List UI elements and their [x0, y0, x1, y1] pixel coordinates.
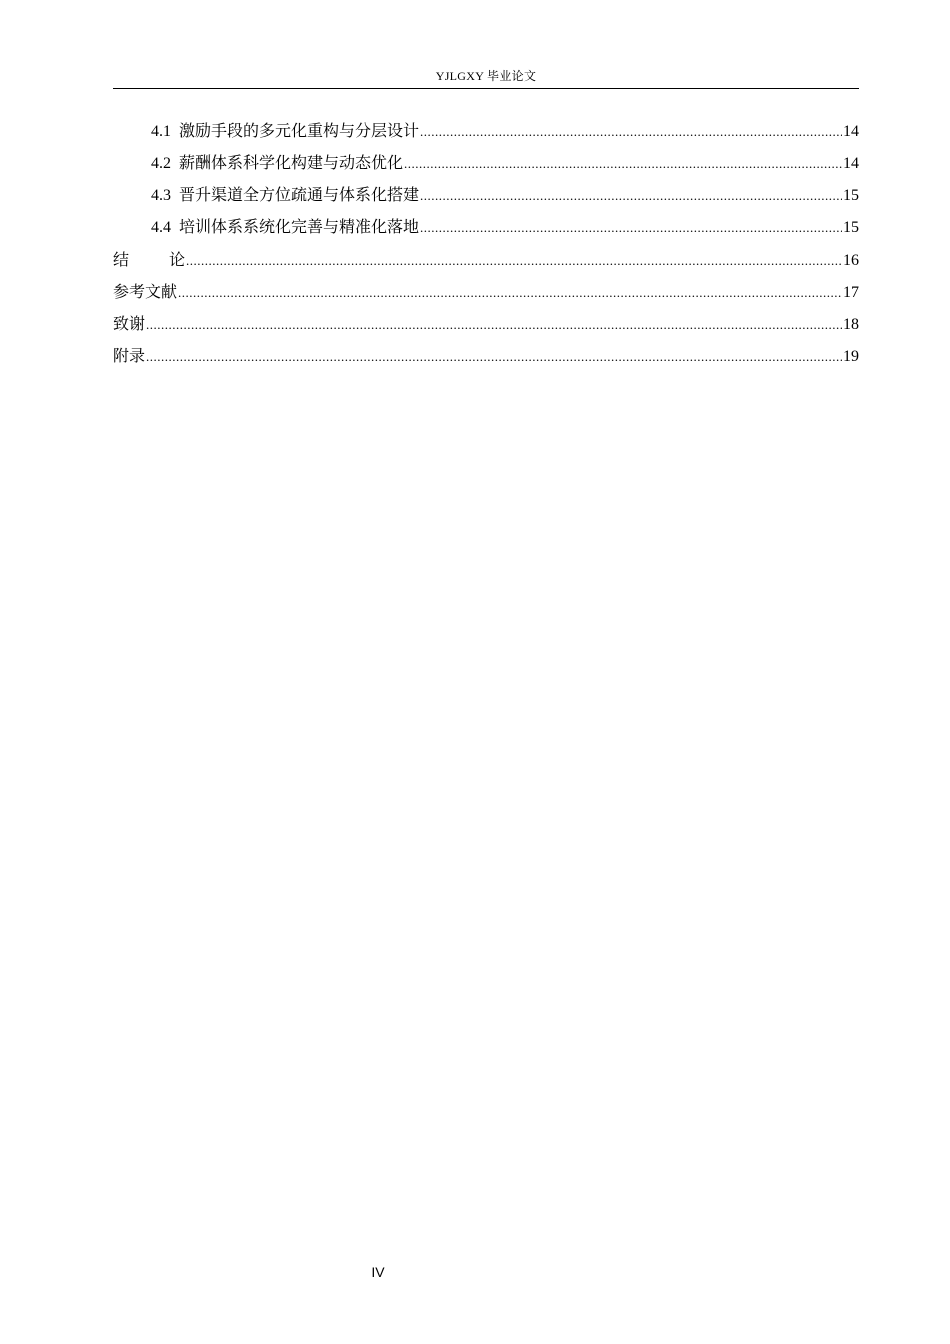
toc-dot-leader: [186, 247, 842, 275]
toc-entry-title: 附录: [113, 346, 146, 365]
toc-dot-leader: [420, 214, 842, 242]
toc-dot-leader: [146, 311, 842, 339]
toc-entry-page: 14: [843, 123, 859, 140]
toc-entry-page: 17: [843, 284, 859, 301]
toc-entry-title: 晋升渠道全方位疏通与体系化搭建: [179, 187, 420, 204]
toc-entry-page: 19: [843, 348, 859, 365]
toc-dot-leader: [420, 182, 842, 210]
toc-entry-title: 薪酬体系科学化构建与动态优化: [179, 155, 404, 172]
toc-entry-page: 18: [843, 316, 859, 333]
toc-entry-number: 4.3: [151, 187, 179, 204]
toc-entry-4-2[interactable]: [113, 150, 859, 182]
toc-entry-title: 致谢: [113, 314, 146, 333]
toc-dot-leader: [146, 343, 842, 371]
toc-entry-title: [113, 246, 185, 274]
toc-entry-4-4[interactable]: [113, 214, 859, 246]
toc-entry-4-3[interactable]: [113, 182, 859, 214]
toc-dot-leader: [178, 279, 842, 307]
toc-entry-number: 4.2: [151, 155, 179, 172]
toc-entry-title: 参考文献: [113, 282, 178, 301]
toc-entry-page: 16: [843, 252, 859, 269]
toc-entry-page: 15: [843, 219, 859, 236]
toc-entry-page: 15: [843, 187, 859, 204]
header-rule: [113, 88, 859, 89]
toc-dot-leader: [404, 150, 842, 178]
toc-entry-page: 14: [843, 155, 859, 172]
toc-entry-number: 4.4: [151, 219, 179, 236]
table-of-contents: [113, 118, 859, 374]
toc-entry-appendix[interactable]: [113, 342, 859, 374]
toc-entry-title-part: 结: [113, 250, 130, 269]
toc-entry-title: 培训体系系统化完善与精准化落地: [179, 219, 420, 236]
toc-entry-title: 激励手段的多元化重构与分层设计: [179, 123, 420, 140]
page-header: YJLGXY 毕业论文: [435, 69, 537, 83]
toc-dot-leader: [420, 118, 842, 146]
page-number: IV: [371, 1264, 385, 1280]
toc-entry-title-part: 论: [169, 250, 186, 269]
toc-entry-number: 4.1: [151, 123, 179, 140]
toc-entry-references[interactable]: [113, 278, 859, 310]
toc-entry-conclusion[interactable]: [113, 246, 859, 278]
toc-entry-acknowledgements[interactable]: [113, 310, 859, 342]
toc-entry-4-1[interactable]: [113, 118, 859, 150]
